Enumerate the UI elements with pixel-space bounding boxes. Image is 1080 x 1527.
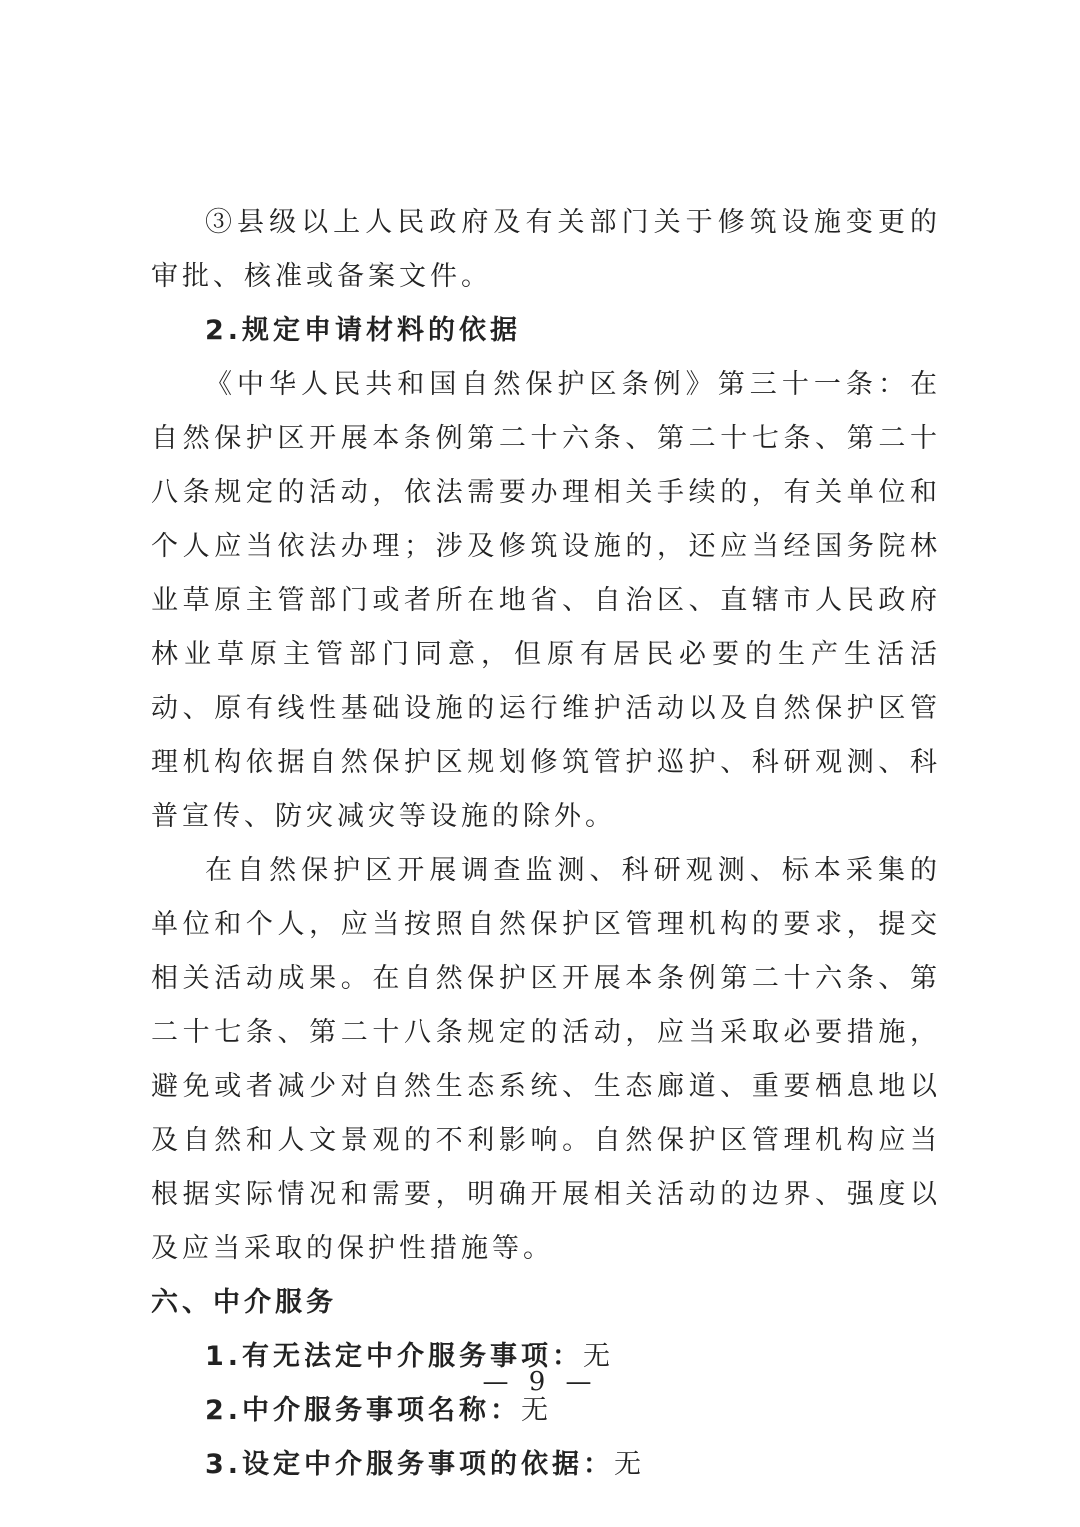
intermediary-item-value: 无	[583, 1341, 615, 1372]
intermediary-item-label: 3.设定中介服务事项的依据：	[205, 1449, 615, 1480]
paragraph-regulation-article-31: 《中华人民共和国自然保护区条例》第三十一条：在自然保护区开展本条例第二十六条、第二十七条、第二十八条规定的活动，依法需要办理相关手续的，有关单位和个人应当依法办理；涉及修筑设施的，还应当经国务院林业草原主管部门或者所在地省、自治区、直辖市人民政府林业草原主管部门同意，但原有居民必要的生产生活活动、原有线性基础设施的运行维护活动以及自然保护区管理机构依据自然保护区规划修筑管护巡护、科研观测、科普宣传、防灾减灾等设施的除外。	[151, 369, 941, 832]
paragraph-approval-documents: ③县级以上人民政府及有关部门关于修筑设施变更的审批、核准或备案文件。	[151, 207, 941, 292]
paragraph-survey-monitoring: 在自然保护区开展调查监测、科研观测、标本采集的单位和个人，应当按照自然保护区管理机构的要求，提交相关活动成果。在自然保护区开展本条例第二十六条、第二十七条、第二十八条规定的活动，应当采取必要措施，避免或者减少对自然生态系统、生态廊道、重要栖息地以及自然和人文景观的不利影响。自然保护区管理机构应当根据实际情况和需要，明确开展相关活动的边界、强度以及应当采取的保护性措施等。	[151, 855, 941, 1264]
intermediary-item-label: 2.中介服务事项名称：	[205, 1395, 522, 1426]
intermediary-item-value: 无	[521, 1395, 553, 1426]
subheading-material-basis: 2.规定申请材料的依据	[205, 315, 522, 346]
page-number: — 9 —	[482, 1367, 598, 1397]
intermediary-item-basis	[151, 1438, 941, 1492]
document-body	[151, 196, 941, 1492]
section-heading-intermediary-services: 六、中介服务	[151, 1287, 337, 1318]
intermediary-item-label: 1.有无法定中介服务事项：	[205, 1341, 584, 1372]
intermediary-item-value: 无	[614, 1449, 646, 1480]
